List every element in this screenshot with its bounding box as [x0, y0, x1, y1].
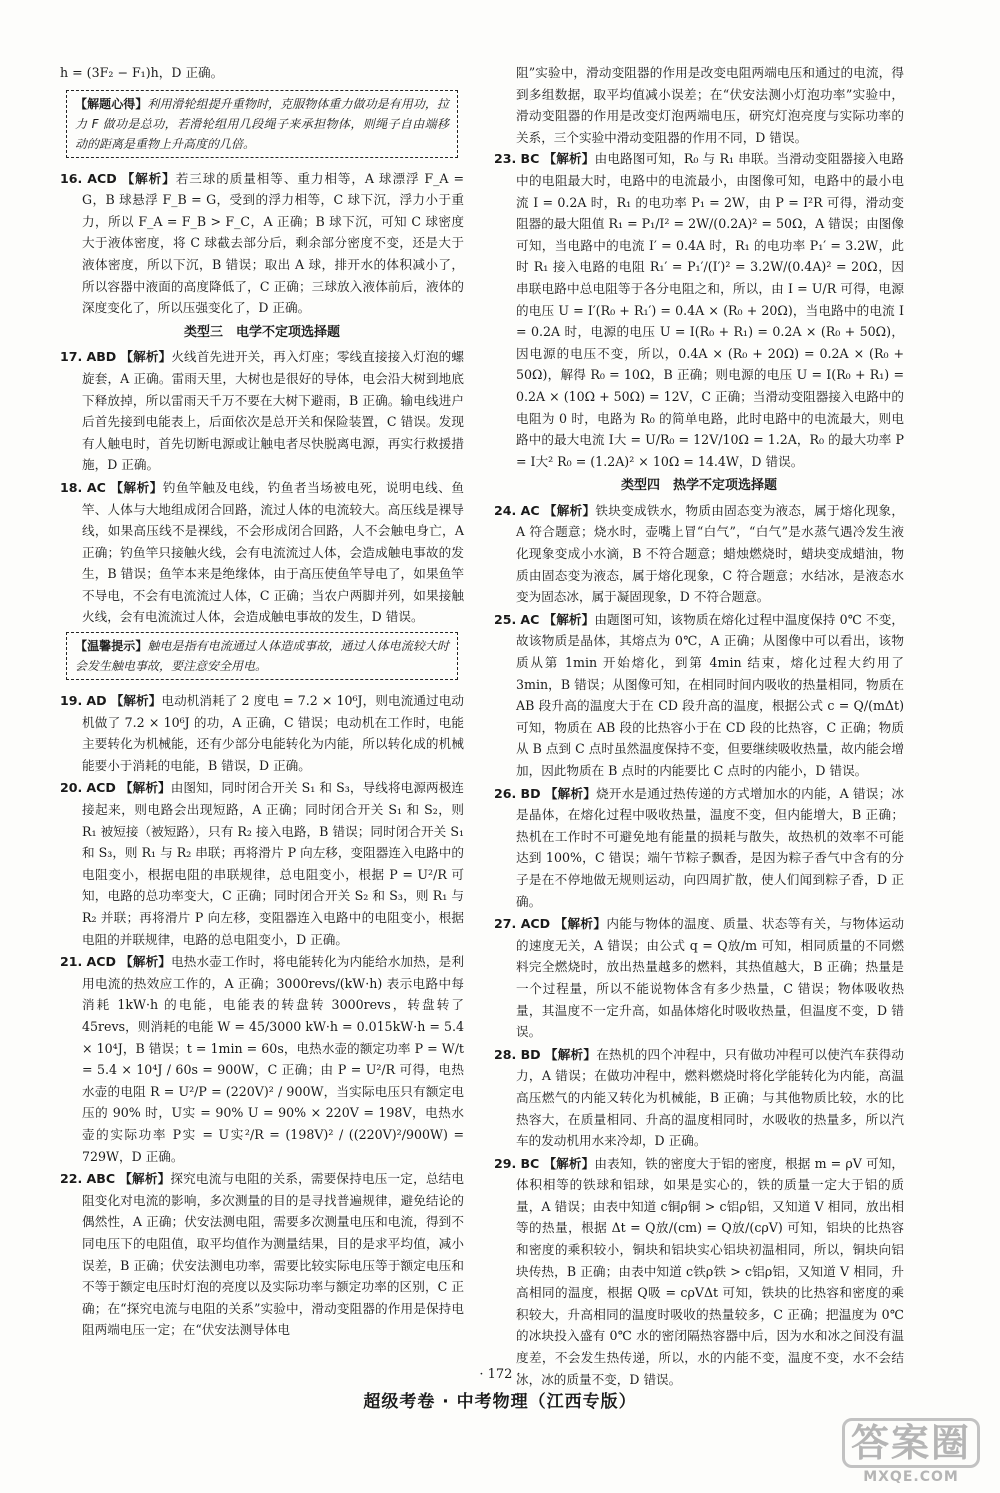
answer-item-19: 19. AD 【解析】电动机消耗了 2 度电 = 7.2 × 10⁶J，则电流通过电动机做了 7.2 × 10⁶J 的功，A 正确，C 错误；电动机在工作时，电能主要转化为机械能，还有少部分电能转化为内能，所以转化成的机械能要小于消耗的电能，B 错误，D 正确。 [60, 693, 464, 773]
top-line: h = (3F₂ − F₁)h，D 正确。 [60, 65, 224, 80]
tip-text: 利用滑轮组提升重物时，克服物体重力做功是有用功，拉力 F 做功是总功，若滑轮组用几段绳子来承担物体，则绳子自由端移动的距离是重物上升高度的几倍。 [75, 96, 449, 151]
site-watermark [836, 1418, 986, 1486]
watermark-url: MXQE.COM [863, 1469, 959, 1485]
answer-item-26: 26. BD 【解析】烧开水是通过热传递的方式增加水的内能，A 错误；冰是晶体，在熔化过程中吸收热量，温度不变，但内能增大，B 正确；热机在工作时不可避免地有能量的损耗与散失，故热机的效率不可能达到 100%，C 错误；端午节粽子飘香，是因为粽子香气中含有的分子是在不停地做无规则运动，向四周扩散，使人们闻到粽子香，D 正确。 [494, 785, 904, 909]
answer-item-29: 29. BC 【解析】由表知，铁的密度大于铝的密度，根据 m = ρV 可知，体积相等的铁球和铝球，如果是实心的，铁的质量一定大于铝的质量，A 错误；由表中知道 c铜ρ铜 > c铝ρ铝，又知道 V 相同，放出相等的热量，根据 Δt = Q放/(cm) = Q放/(cρV) 可知，铝块的比热容和密度的乘积较小，铜块和铝块实心铝块初温相同，所以，铜块向铝块传热，B 正确；由表中知道 c铁ρ铁 > c铝ρ铝，又知道 V 相同，升高相同的温度，根据 Q吸 = cρVΔt 可知，铁块的比热容和密度的乘积较大，升高相同的温度时吸收的热量较多，C 正确；把温度为 0℃ 的冰块投入盛有 0℃ 水的密闭隔热容器中后，因为水和冰之间没有温度差，不会发生热传递，所以，水的内能不变，温度不变，水不会结冰，冰的质量不变，D 错误。 [494, 1155, 905, 1387]
left-column [60, 62, 464, 1342]
answer-item-21: 21. ACD 【解析】电热水壶工作时，将电能转化为内能给水加热，是利用电流的热效应工作的，A 正确；3000revs/(kW·h) 表示电路中每消耗 1kW·h 的电能，电能表的转盘转 3000revs，转盘转了 45revs，则消耗的电能 W = 45/3000 kW·h = 0.015kW·h = 5.4 × 10⁴J，B 错误；t = 1min = 60s，电热水壶的额定功率 P = W/t = 5.4 × 10⁴J / 60s = 900W，C 正确；由 P = U²/R 可得，电热水壶的电阻 R = U²/P = (220V)² / 900W，当实际电压只有额定电压的 90% 时，U实 = 90% U = 90% × 220V = 198V，电热水壶的实际功率 P实 = U实²/R = (198V)² / ((220V)²/900W) = 729W，D 正确。 [60, 954, 464, 1164]
book-title: 超级考卷 · 中考物理（江西专版） [363, 1392, 637, 1412]
page-number: · 172 · [479, 1367, 521, 1382]
tip-tag: 【解题心得】 [75, 96, 148, 111]
answer-item-22: 22. ABC 【解析】探究电流与电阻的关系，需要保持电压一定，总结电阻变化对电流的影响，多次测量的目的是寻找普遍规律，避免结论的偶然性，A 正确；伏安法测电阻，需要多次测量电压和电流，得到不同电压下的电阻值，取平均值作为测量结果，目的是求平均值，减小误差，B 正确；伏安法测电功率，需要比较实际电压等于额定电压和不等于额定电压时灯泡的亮度以及实际功率与额定功率的区别，C 正确；在“探究电流与电阻的关系”实验中，滑动变阻器的作用是保持电阻两端电压一定；在“伏安法测导体电 [60, 1171, 464, 1338]
answer-item-28: 28. BD 【解析】在热机的四个冲程中，只有做功冲程可以使汽车获得动力，A 错误；在做功冲程中，燃料燃烧时将化学能转化为内能，高温高压燃气的内能又转化为机械能，B 正确；与其他物质比较，水的比热容大，在质量相同、升高的温度相同时，水吸收的热量多，所以汽车的发动机用水来冷却，D 正确。 [494, 1046, 904, 1149]
right-column [494, 62, 904, 1391]
answer-item-17: 17. ABD 【解析】火线首先进开关，再入灯座；零线直接接入灯泡的螺旋套，A 正确。雷雨天里，大树也是很好的导体，电会沿大树到地底下释放掉，所以雷雨天千万不要在大树下避雨，B 正确。输电线进户后首先接到电能表上，后面依次是总开关和保险装置，C 错误。发现有人触电时，首先切断电源或让触电者尽快脱离电源，再实行救援措施，D 正确。 [60, 349, 464, 473]
answer-item-16: 16. ACD 【解析】若三球的质量相等、重力相等，A 球漂浮 F_A = G，B 球悬浮 F_B = G，受到的浮力相等，C 球下沉，浮力小于重力，所以 F_A = F_B > F_C，A 正确；B 球下沉，可知 C 球密度大于液体密度，将 C 球截去部分后，剩余部分密度不变，还是大于液体密度，所以下沉，B 错误；取出 A 球，排开水的体积减小了，所以容器中液面的高度降低了，C 正确；三球放入液体前后，液体的深度变化了，所以压强变化了，D 正确。 [60, 170, 464, 316]
answer-item-22-continued: 阻”实验中，滑动变阻器的作用是改变电阻两端电压和通过的电流，得到多组数据，取平均值减小误差；在“伏安法测小灯泡功率”实验中，滑动变阻器的作用是改变灯泡两端电压，研究灯泡亮度与实际功率的关系，三个实验中滑动变阻器的作用不同，D 错误。 [516, 65, 904, 145]
tip-tag: 【温馨提示】 [75, 639, 148, 654]
answer-item-18: 18. AC 【解析】钓鱼竿触及电线，钓鱼者当场被电死，说明电线、鱼竿、人体与大地组成闭合回路，流过人体的电流较大。高压线是裸导线，如果高压线不是裸线，不会形成闭合回路，人不会触电身亡，A 正确；钓鱼竿只接触火线，会有电流流过人体，会造成触电事故的发生，B 错误；鱼竿本来是绝缘体，由于高压使鱼竿导电了，如果鱼竿不导电，不会有电流流过人体，C 正确；当农户两脚并列，如果接触火线，会有电流流过人体，会造成触电事故的发生，D 错误。 [60, 479, 464, 625]
answer-item-23: 23. BC 【解析】由电路图可知，R₀ 与 R₁ 串联。当滑动变阻器接入电路中的电阻最大时，电路中的电流最小，由图像可知，电路中的最小电流 I = 0.2A 时，R₁ 的电功率 P₁ = 2W，由 P = I²R 可得，滑动变阻器的最大阻值 R₁ = P₁/I² = 2W/(0.2A)² = 50Ω，A 错误；由图像可知，当电路中的电流 I′ = 0.4A 时，R₁ 的电功率 P₁′ = 3.2W，此时 R₁ 接入电路的电阻 R₁′ = P₁′/(I′)² = 3.2W/(0.4A)² = 20Ω，因串联电路中总电阻等于各分电阻之和，所以，由 I = U/R 可得，电源的电压 U = I′(R₀ + R₁′) = 0.4A × (R₀ + 20Ω)，当电路中的电流 I = 0.2A 时，电源的电压 U = I(R₀ + R₁) = 0.2A × (R₀ + 50Ω)，因电源的电压不变，所以，0.4A × (R₀ + 20Ω) = 0.2A × (R₀ + 50Ω)，解得 R₀ = 10Ω，B 正确；则电源的电压 U = I(R₀ + R₁) = 0.2A × (10Ω + 50Ω) = 12V，C 正确；当滑动变阻器接入电路中的电阻为 0 时，电路为 R₀ 的简单电路，此时电路中的电流最大，则电路中的最大电流 I大 = U/R₀ = 12V/10Ω = 1.2A，R₀ 的最大功率 P = I大² R₀ = (1.2A)² × 10Ω = 14.4W，D 错误。 [494, 151, 904, 469]
section-heading-3: 类型三 电学不定项选择题 [183, 324, 340, 340]
answer-item-20: 20. ACD 【解析】由图知，同时闭合开关 S₁ 和 S₃，导线将电源两极连接起来，则电路会出现短路，A 正确；同时闭合开关 S₁ 和 S₂，则 R₁ 被短接（被短路），只有 R₂ 接入电路，B 错误；同时闭合开关 S₁ 和 S₃，则 R₁ 与 R₂ 串联；再将滑片 P 向左移，变阻器连入电路中的电阻变小，根据电阻的串联规律，总电阻变小，根据 P = U²/R 可知，电路的总功率变大，C 正确；同时闭合开关 S₂ 和 S₃，则 R₁ 与 R₂ 并联；再将滑片 P 向左移，变阻器连入电路中的电阻变小，根据电阻的并联规律，电路的总电阻变小，D 正确。 [60, 780, 464, 947]
watermark-logo: 答案圈 [842, 1418, 980, 1468]
tip-box-solution-insight [66, 90, 458, 158]
tip-text: 触电是指有电流通过人体造成事故，通过人体电流较大时会发生触电事故，要注意安全用电。 [75, 639, 449, 674]
section-heading-4: 类型四 热学不定项选择题 [620, 478, 777, 494]
answer-item-24: 24. AC 【解析】铁块变成铁水，物质由固态变为液态，属于熔化现象，A 符合题意；烧水时，壶嘴上冒“白气”，“白气”是水蒸气遇冷发生液化现象变成小水滴，B 不符合题意；蜡烛燃烧时，蜡块变成蜡油，物质由固态变为液态，属于熔化现象，C 符合题意；水结冰，是液态水变为固态冰，属于凝固现象，D 不符合题意。 [494, 502, 904, 605]
answer-item-27: 27. ACD 【解析】内能与物体的温度、质量、状态等有关，与物体运动的速度无关，A 错误；由公式 q = Q放/m 可知，相同质量的不同燃料完全燃烧时，放出热量越多的燃料，其热值越大，B 正确；热量是一个过程量，所以不能说物体含有多少热量，C 错误；物体吸收热量，其温度不一定升高，如晶体熔化时吸收热量，但温度不变，D 错误。 [494, 916, 904, 1040]
answer-item-25: 25. AC 【解析】由题图可知，该物质在熔化过程中温度保持 0℃ 不变，故该物质是晶体，其熔点为 0℃，A 正确；从图像中可以看出，该物质从第 1min 开始熔化，到第 4min 结束，熔化过程大约用了 3min，B 错误；从图像可知，在相同时间内吸收的热量相同，物质在 AB 段升高的温度大于在 CD 段升高的温度，根据公式 c = Q/(mΔt) 可知，物质在 AB 段的比热容小于在 CD 段的比热容，C 正确；物质从 B 点到 C 点时虽然温度保持不变，但要继续吸收热量，故内能会增加，因此物质在 B 点时的内能要比 C 点时的内能小，D 错误。 [494, 611, 904, 778]
tip-box-warm-reminder [66, 632, 458, 680]
